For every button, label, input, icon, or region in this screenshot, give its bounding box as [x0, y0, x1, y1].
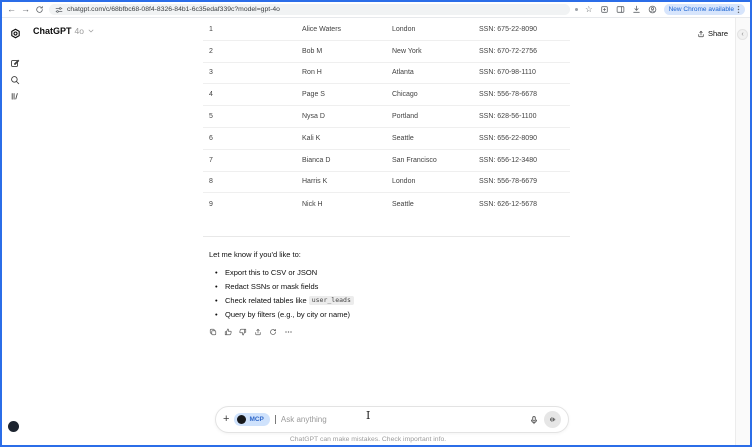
share-button[interactable]: [697, 29, 728, 38]
profile-icon[interactable]: [648, 5, 657, 14]
table-row: [203, 63, 570, 85]
cell-ssn: SSN: 556-78-6679: [479, 178, 537, 186]
extension-icon[interactable]: [575, 8, 578, 11]
chatgpt-logo-icon[interactable]: [10, 28, 21, 39]
mcp-tool-icon: [237, 415, 246, 424]
bookmark-star-icon[interactable]: ☆: [584, 4, 593, 15]
more-options-icon[interactable]: [284, 328, 293, 336]
cell-ssn: SSN: 656-12-3480: [479, 156, 537, 164]
sidebar: [2, 18, 29, 445]
bullet-icon: •: [215, 267, 218, 277]
list-item: [215, 307, 570, 321]
mouse-ibeam-cursor: I: [366, 409, 371, 422]
table-row: [203, 193, 570, 215]
thumbs-down-icon[interactable]: [239, 328, 247, 336]
expand-panel-button[interactable]: ‹: [737, 29, 748, 40]
table-row: [203, 19, 570, 41]
regenerate-icon[interactable]: [269, 328, 277, 336]
share-label: Share: [707, 29, 728, 38]
browser-menu-icon[interactable]: [737, 5, 740, 14]
new-chat-icon[interactable]: [10, 58, 20, 68]
cell-city: Atlanta: [392, 69, 414, 77]
cell-ssn: SSN: 626-12-5678: [479, 200, 537, 208]
row-index: 9: [209, 200, 213, 208]
cell-name: Harris K: [302, 178, 328, 186]
cell-name: Bob M: [302, 47, 323, 55]
chat-header[interactable]: [33, 26, 95, 36]
forward-icon[interactable]: →: [21, 4, 30, 14]
message-input[interactable]: [281, 415, 524, 424]
row-index: 2: [209, 47, 213, 55]
suggestion-list: [215, 265, 570, 321]
assistant-message: [203, 19, 570, 336]
text-caret: [275, 415, 276, 424]
cell-ssn: SSN: 670-98-1110: [479, 69, 536, 77]
cell-ssn: SSN: 656-22-8090: [479, 134, 537, 142]
share-icon: [697, 30, 705, 38]
cell-city: Portland: [392, 113, 419, 121]
row-index: 8: [209, 178, 213, 186]
app-title: ChatGPT: [33, 26, 72, 36]
cell-name: Ron H: [302, 69, 322, 77]
bullet-text: Redact SSNs or mask fields: [225, 281, 319, 291]
bullet-text: Check related tables like: [225, 295, 307, 305]
cell-name: Nysa D: [302, 113, 325, 121]
table-row: [203, 41, 570, 63]
message-actions: [209, 328, 570, 336]
table-row: [203, 172, 570, 194]
chevron-down-icon[interactable]: [87, 27, 95, 35]
table-row: [203, 84, 570, 106]
back-icon[interactable]: ←: [7, 4, 16, 14]
download-icon[interactable]: [632, 5, 641, 14]
library-icon[interactable]: [10, 91, 20, 101]
user-avatar[interactable]: [8, 421, 19, 432]
cell-name: Page S: [302, 91, 325, 99]
site-settings-icon[interactable]: [55, 6, 63, 14]
right-rail: [735, 18, 750, 445]
disclaimer-text: ChatGPT can make mistakes. Check important info.: [289, 436, 447, 443]
reload-icon[interactable]: [35, 5, 44, 14]
code-chip: user_leads: [309, 296, 354, 305]
cell-city: Seattle: [392, 134, 414, 142]
new-chrome-label: New Chrome available: [668, 6, 734, 13]
cell-name: Alice Waters: [302, 25, 342, 33]
bullet-icon: •: [215, 295, 218, 305]
copy-icon[interactable]: [209, 328, 217, 336]
microphone-icon[interactable]: [529, 415, 539, 425]
row-index: 7: [209, 156, 213, 164]
bullet-icon: •: [215, 281, 218, 291]
row-index: 4: [209, 91, 213, 99]
cell-name: Bianca D: [302, 156, 331, 164]
outro-lead: Let me know if you'd like to:: [209, 250, 301, 260]
cell-name: Nick H: [302, 200, 323, 208]
cell-ssn: SSN: 556-78-6678: [479, 91, 537, 99]
toolbar-actions: [575, 4, 745, 15]
search-icon[interactable]: [10, 75, 20, 85]
table-row: [203, 150, 570, 172]
cell-city: San Francisco: [392, 156, 437, 164]
thumbs-up-icon[interactable]: [224, 328, 232, 336]
bullet-text: Export this to CSV or JSON: [225, 267, 318, 277]
message-divider: [203, 236, 570, 237]
new-chrome-button[interactable]: [664, 4, 745, 15]
row-index: 6: [209, 134, 213, 142]
row-index: 5: [209, 113, 213, 121]
cell-city: London: [392, 178, 416, 186]
attach-plus-icon[interactable]: +: [223, 412, 230, 425]
bullet-text: Query by filters (e.g., by city or name): [225, 309, 351, 319]
cell-ssn: SSN: 670-72-2756: [479, 47, 537, 55]
side-panel-icon[interactable]: [616, 5, 625, 14]
list-item: [215, 279, 570, 293]
bullet-icon: •: [215, 309, 218, 319]
url-text: chatgpt.com/c/68bfbc68-08f4-8326-84b1-6c35edaf339c?model=gpt-4o: [67, 6, 280, 13]
list-item: [215, 265, 570, 279]
new-tab-icon[interactable]: [600, 5, 609, 14]
row-index: 3: [209, 69, 213, 77]
cell-city: London: [392, 25, 416, 33]
row-index: 1: [209, 25, 213, 33]
composer[interactable]: [215, 406, 569, 433]
cell-city: New York: [392, 47, 422, 55]
cell-name: Kali K: [302, 134, 321, 142]
mcp-tool-label: MCP: [249, 416, 264, 423]
cell-city: Seattle: [392, 200, 414, 208]
address-bar[interactable]: [49, 4, 570, 15]
cell-ssn: SSN: 628-56-1100: [479, 113, 537, 121]
list-item: [215, 293, 570, 307]
voice-mode-button[interactable]: [544, 411, 561, 428]
share-response-icon[interactable]: [254, 328, 262, 336]
results-table: [203, 19, 570, 215]
table-row: [203, 128, 570, 150]
browser-toolbar: [2, 2, 750, 18]
model-label: 4o: [74, 26, 84, 36]
mcp-tool-pill[interactable]: [234, 413, 269, 426]
cell-city: Chicago: [392, 91, 418, 99]
table-row: [203, 106, 570, 128]
cell-ssn: SSN: 675-22-8090: [479, 25, 537, 33]
